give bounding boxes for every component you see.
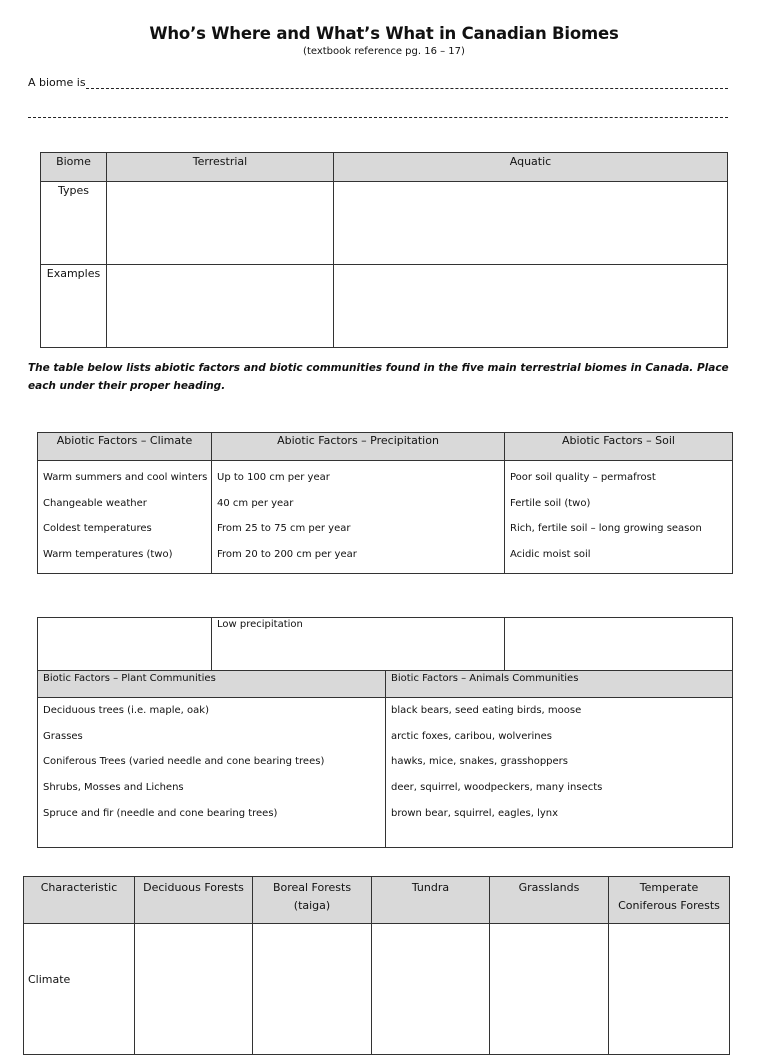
climate-boreal-cell[interactable] [253, 924, 372, 1055]
soil-list [505, 461, 733, 574]
header-abiotic-soil: Abiotic Factors – Soil [505, 433, 733, 461]
soil-continuation-cell [505, 618, 733, 671]
page-title: Who’s Where and What’s What in Canadian Biomes [149, 24, 619, 43]
list-item: Up to 100 cm per year [217, 472, 330, 483]
header-deciduous-forests: Deciduous Forests [135, 877, 253, 924]
header-boreal-forests: Boreal Forests (taiga) [253, 877, 372, 924]
header-tundra: Tundra [372, 877, 490, 924]
header-plant-communities: Biotic Factors – Plant Communities [38, 671, 386, 698]
examples-terrestrial-cell[interactable] [107, 265, 334, 348]
header-grasslands: Grasslands [490, 877, 609, 924]
list-item: deer, squirrel, woodpeckers, many insects [391, 782, 603, 794]
row-label-climate: Climate [24, 924, 135, 1055]
list-item: Deciduous trees (i.e. maple, oak) [43, 705, 209, 716]
types-terrestrial-cell[interactable] [107, 182, 334, 265]
biome-definition-blank-line-1[interactable] [86, 88, 728, 89]
list-item: black bears, seed eating birds, moose [391, 705, 582, 716]
precipitation-list [212, 461, 505, 574]
types-aquatic-cell[interactable] [334, 182, 728, 265]
examples-aquatic-cell[interactable] [334, 265, 728, 348]
abiotic-factors-table [37, 432, 733, 574]
list-item: Warm temperatures (two) [43, 548, 173, 560]
climate-continuation-cell [38, 618, 212, 671]
biotic-factors-table [37, 617, 733, 848]
instruction-text: The table below lists abiotic factors and biotic communities found in the five main terrestrial biomes in Canada. Place each under their proper heading. [28, 362, 729, 392]
list-item: Coniferous Trees (varied needle and cone bearing trees) [43, 756, 325, 768]
header-animal-communities: Biotic Factors – Animals Communities [386, 671, 733, 698]
page-subtitle: (textbook reference pg. 16 – 17) [303, 46, 465, 57]
plant-communities-list [38, 698, 386, 848]
list-item: Acidic moist soil [510, 548, 591, 560]
biome-types-table [40, 152, 728, 348]
row-label-types: Types [41, 182, 107, 265]
low-precipitation-cell: Low precipitation [212, 618, 505, 671]
header-abiotic-precipitation: Abiotic Factors – Precipitation [212, 433, 505, 461]
list-item: Warm summers and cool winters [43, 472, 208, 483]
header-terrestrial: Terrestrial [107, 153, 334, 182]
climate-tundra-cell[interactable] [372, 924, 490, 1055]
list-item: Coldest temperatures [43, 523, 152, 534]
climate-temperate-coniferous-cell[interactable] [609, 924, 730, 1055]
header-temperate-coniferous-forests: Temperate Coniferous Forests [609, 877, 730, 924]
list-item: Spruce and fir (needle and cone bearing trees) [43, 807, 278, 819]
list-item: 40 cm per year [217, 497, 294, 509]
climate-list [38, 461, 212, 574]
list-item: Changeable weather [43, 497, 147, 509]
list-item: Grasses [43, 730, 83, 742]
list-item: Shrubs, Mosses and Lichens [43, 782, 184, 794]
climate-grasslands-cell[interactable] [490, 924, 609, 1055]
header-characteristic: Characteristic [24, 877, 135, 924]
climate-deciduous-cell[interactable] [135, 924, 253, 1055]
list-item: brown bear, squirrel, eagles, lynx [391, 807, 559, 819]
biome-definition-label: A biome is [28, 76, 86, 89]
list-item: From 20 to 200 cm per year [217, 548, 357, 560]
row-label-examples: Examples [41, 265, 107, 348]
header-biome: Biome [41, 153, 107, 182]
list-item: Poor soil quality – permafrost [510, 472, 656, 483]
list-item: Fertile soil (two) [510, 497, 591, 509]
header-aquatic: Aquatic [334, 153, 728, 182]
animal-communities-list [386, 698, 733, 848]
list-item: From 25 to 75 cm per year [217, 523, 351, 534]
list-item: arctic foxes, caribou, wolverines [391, 730, 552, 742]
list-item: hawks, mice, snakes, grasshoppers [391, 756, 568, 768]
biome-definition-blank-line-2[interactable] [28, 117, 728, 118]
list-item: Rich, fertile soil – long growing season [510, 523, 702, 534]
characteristic-table [23, 876, 730, 1055]
header-abiotic-climate: Abiotic Factors – Climate [38, 433, 212, 461]
